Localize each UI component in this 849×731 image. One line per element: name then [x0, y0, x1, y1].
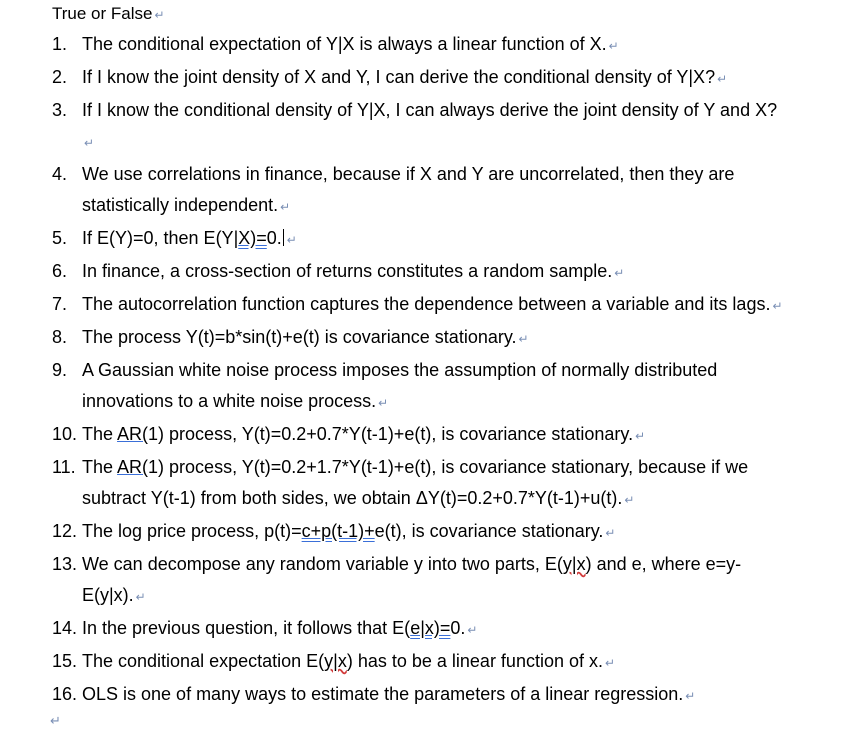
- question-number: 15.: [52, 651, 78, 671]
- question-item: [0, 62, 849, 95]
- question-item: [0, 95, 849, 159]
- question-number: 5.: [52, 228, 68, 248]
- question-text: The log price process, p(t)=: [82, 521, 302, 541]
- question-item: [0, 452, 849, 516]
- text-cursor: [283, 229, 284, 246]
- question-text: OLS is one of many ways to estimate the parameters of a linear regression.: [82, 684, 684, 704]
- paragraph-mark-icon: ↵: [50, 713, 61, 728]
- question-number: 8.: [52, 327, 68, 347]
- question-text: If I know the conditional density of Y|X, I can always derive the joint density of Y and X?: [82, 100, 778, 120]
- question-item: [0, 679, 849, 712]
- question-text: We use correlations in finance, because if X and Y are uncorrelated, then they are statistically independent.: [82, 164, 735, 215]
- question-number: 6.: [52, 261, 68, 281]
- question-list: [0, 29, 849, 712]
- question-text: If I know the joint density of X and Y, I can derive the conditional density of Y|X?: [82, 67, 716, 87]
- question-text: We can decompose any random variable y into two parts, E(: [82, 554, 563, 574]
- question-item: [0, 159, 849, 223]
- question-item: [0, 256, 849, 289]
- question-text-tail: 1) process, Y(t)=0.2+0.7*Y(t-1)+e(t), is covariance stationary.: [148, 424, 634, 444]
- question-text: The conditional expectation E(: [82, 651, 325, 671]
- question-text: If E(Y)=0, then E(Y|: [82, 228, 239, 248]
- paragraph-mark-icon: ↵: [772, 299, 783, 313]
- question-text: In the previous question, it follows that E(: [82, 618, 411, 638]
- question-text: A Gaussian white noise process imposes the assumption of normally distributed innovations to a white noise process.: [82, 360, 718, 411]
- grammar-mark[interactable]: AR(: [117, 457, 149, 477]
- question-text: The: [82, 424, 118, 444]
- question-number: 11.: [52, 457, 76, 477]
- question-item: [0, 613, 849, 646]
- question-text-tail: ) has to be a linear function of x.: [346, 651, 603, 671]
- paragraph-mark-icon: ↵: [717, 72, 728, 86]
- question-text: The process Y(t)=b*sin(t)+e(t) is covariance stationary.: [82, 327, 517, 347]
- question-item: [0, 29, 849, 62]
- paragraph-mark-icon: ↵: [154, 8, 165, 22]
- paragraph-mark-icon: ↵: [280, 200, 291, 214]
- grammar-mark[interactable]: c+p(t-1)+: [301, 521, 375, 541]
- paragraph-mark-icon: ↵: [635, 429, 646, 443]
- question-text-tail: 0.: [266, 228, 282, 248]
- question-text-tail: 1) process, Y(t)=0.2+1.7*Y(t-1)+e(t), is covariance stationary, because if we subtract Y(t-1) from both sides, we obtain ΔY(t)=0.2+0.7*Y(t-1)+u(t).: [82, 457, 749, 508]
- question-item: [0, 646, 849, 679]
- question-item: [0, 549, 849, 613]
- grammar-mark[interactable]: AR(: [117, 424, 149, 444]
- question-text: The autocorrelation function captures the dependence between a variable and its lags.: [82, 294, 771, 314]
- question-item: [0, 516, 849, 549]
- question-item: [0, 223, 849, 256]
- question-number: 12.: [52, 521, 78, 541]
- paragraph-mark-icon: ↵: [614, 266, 625, 280]
- question-text: In finance, a cross-section of returns constitutes a random sample.: [82, 261, 613, 281]
- question-text: The: [82, 457, 118, 477]
- question-text-tail: e(t), is covariance stationary.: [374, 521, 604, 541]
- question-item: [0, 322, 849, 355]
- question-number: 16.: [52, 684, 78, 704]
- question-number: 3.: [52, 100, 68, 120]
- paragraph-mark-icon: ↵: [378, 396, 389, 410]
- paragraph-mark-icon: ↵: [624, 493, 635, 507]
- question-number: 9.: [52, 360, 68, 380]
- document-title: True or False ↵: [52, 4, 165, 23]
- paragraph-mark-icon: ↵: [685, 689, 696, 703]
- paragraph-mark-icon: ↵: [286, 233, 297, 247]
- question-number: 13.: [52, 554, 78, 574]
- question-item: [0, 289, 849, 322]
- question-item: [0, 419, 849, 452]
- question-item: [0, 355, 849, 419]
- question-number: 14.: [52, 618, 78, 638]
- paragraph-mark-icon: ↵: [608, 39, 619, 53]
- grammar-mark[interactable]: X)=: [238, 228, 267, 248]
- paragraph-mark-icon: ↵: [467, 623, 478, 637]
- question-number: 1.: [52, 34, 68, 54]
- question-number: 2.: [52, 67, 68, 87]
- question-text: The conditional expectation of Y|X is always a linear function of X.: [82, 34, 607, 54]
- question-text-tail: ) and e, where e=y-E(y|x).: [82, 554, 742, 605]
- question-number: 7.: [52, 294, 68, 314]
- paragraph-mark-icon: ↵: [84, 136, 95, 150]
- paragraph-mark-icon: ↵: [605, 656, 616, 670]
- grammar-mark[interactable]: e|x)=: [410, 618, 451, 638]
- question-number: 4.: [52, 164, 68, 184]
- paragraph-mark-icon: ↵: [135, 590, 146, 604]
- spelling-mark[interactable]: y|x: [324, 651, 347, 671]
- paragraph-mark-icon: ↵: [518, 332, 529, 346]
- question-number: 10.: [52, 424, 78, 444]
- question-text-tail: 0.: [450, 618, 466, 638]
- paragraph-mark-icon: ↵: [605, 526, 616, 540]
- spelling-mark[interactable]: y|x: [562, 554, 586, 574]
